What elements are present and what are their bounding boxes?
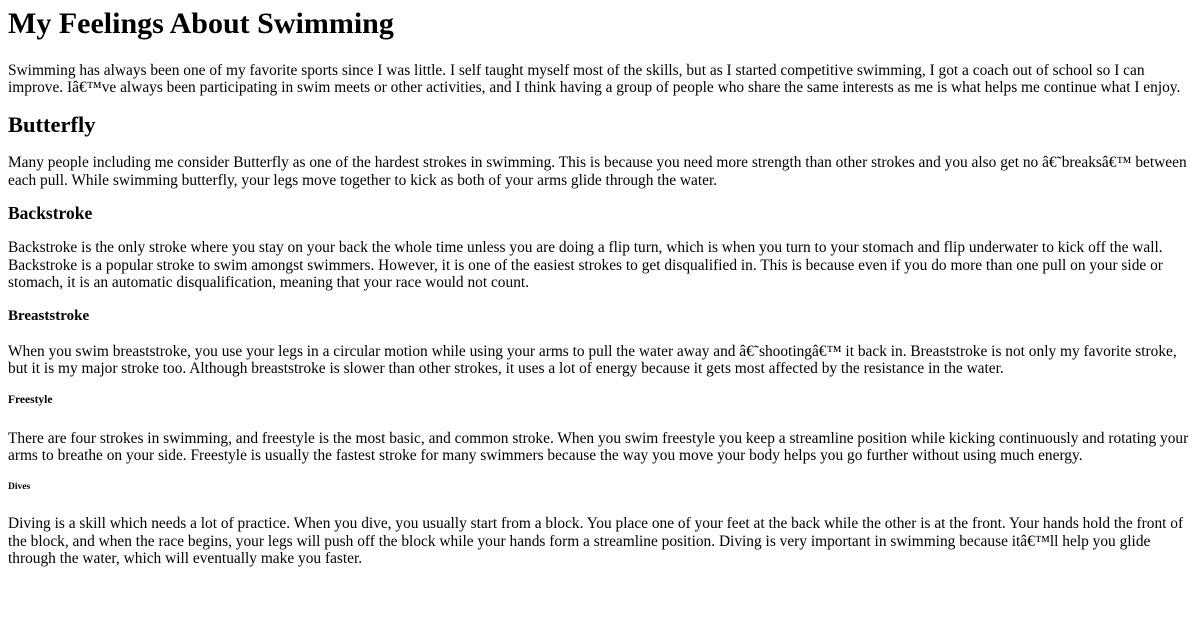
paragraph-breaststroke: When you swim breaststroke, you use your legs in a circular motion while using your arms to pull the water away and â€˜shootingâ€™ it back in. Breaststroke is not only my favorite stroke, but it is my major stroke too. Although breaststroke is slower than other strokes, it uses a lot of energy because it gets most affected by the resistance in the water.: [8, 342, 1177, 377]
paragraph-dives: Diving is a skill which needs a lot of practice. When you dive, you usually start from a block. You place one of your feet at the back while the other is at the front. Your hands hold the front of the block, and when the race begins, your legs will push off the block while your hands form a streamline position. Diving is very important in swimming because itâ€™ll help you glide through the water, which will eventually make you faster.: [8, 515, 1184, 568]
heading-backstroke: Backstroke: [8, 203, 93, 223]
heading-butterfly: Butterfly: [8, 112, 96, 138]
paragraph-backstroke: Backstroke is the only stroke where you stay on your back the whole time unless you are doing a flip turn, which is when you turn to your stomach and flip underwater to kick off the wall. Backstroke is a popular stroke to swim amongst swimmers. However, it is one of the easiest strokes to get disqualified in. This is because even if you do more than one pull on your side or stomach, it is an automatic disqualification, meaning that your race would not count.: [8, 239, 1163, 291]
paragraph-butterfly: Many people including me consider Butterfly as one of the hardest strokes in swimming. This is because you need more strength than other strokes and you also get no â€˜breaksâ€™ between each pull. While swimming butterfly, your legs move together to kick as both of your arms glide through the water.: [8, 154, 1187, 189]
heading-dives: Dives: [8, 482, 31, 493]
heading-freestyle: Freestyle: [8, 394, 53, 407]
intro-paragraph: Swimming has always been one of my favorite sports since I was little. I self taught myself most of the skills, but as I started competitive swimming, I got a coach out of school so I can improve. Iâ€™ve always been participating in swim meets or other activities, and I think having a group of people who share the same interests as me is what helps me continue what I enjoy.: [8, 61, 1181, 96]
page-title: My Feelings About Swimming: [8, 7, 394, 40]
paragraph-freestyle: There are four strokes in swimming, and freestyle is the most basic, and common stroke. When you swim freestyle you keep a streamline position while kicking continuously and rotating your arms to breathe on your side. Freestyle is usually the fastest stroke for many swimmers because the way you move your body helps you go further without using much energy.: [8, 429, 1189, 465]
heading-breaststroke: Breaststroke: [8, 308, 90, 325]
